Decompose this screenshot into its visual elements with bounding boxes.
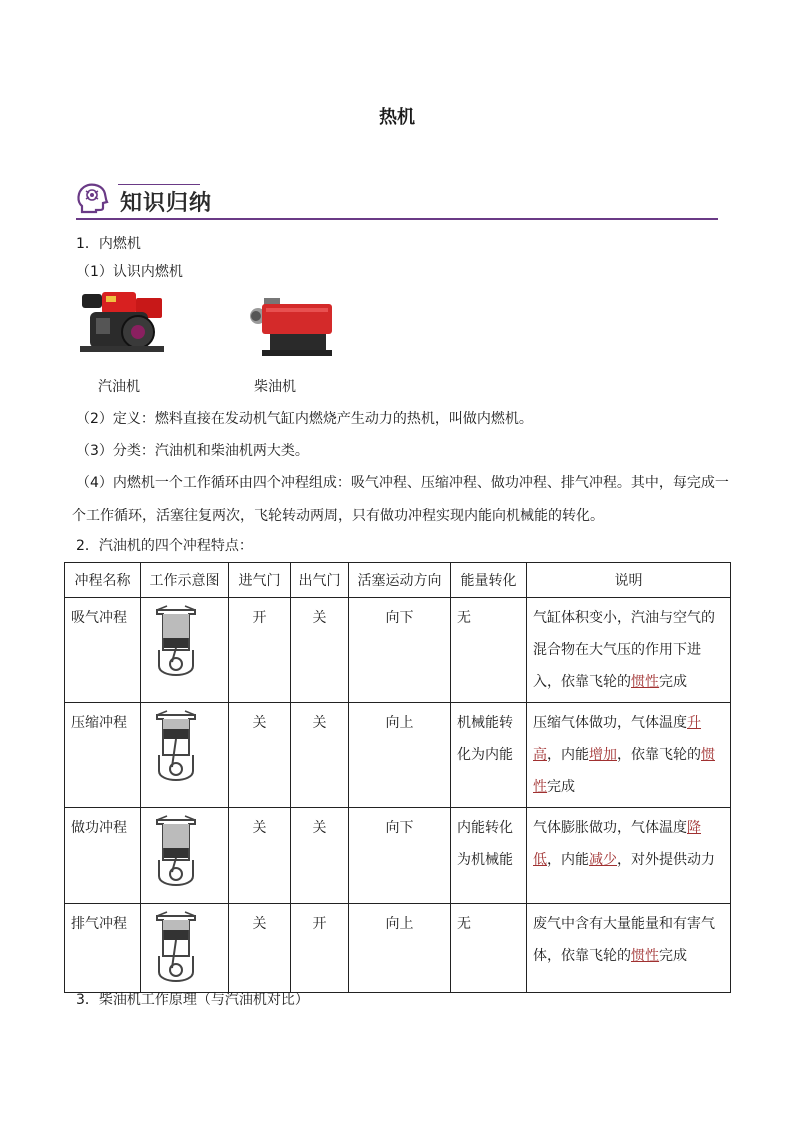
highlighted-term: 减少 <box>589 852 617 868</box>
piston-direction-cell: 向上 <box>349 703 451 808</box>
banner-top-rule <box>118 184 200 185</box>
energy-conversion-cell: 内能转化为机械能 <box>451 808 527 904</box>
diagram-cell <box>141 904 229 993</box>
piston-direction-cell: 向下 <box>349 598 451 703</box>
highlighted-term: 增加 <box>589 747 617 763</box>
description-text: 气体膨胀做功，气体温度 <box>533 820 687 836</box>
description-text: ，依靠飞轮的 <box>617 747 701 763</box>
description-text: 完成 <box>659 674 687 690</box>
exhaust-valve-cell: 开 <box>291 904 349 993</box>
table-header: 进气门 <box>229 563 291 598</box>
cylinder-diagram-icon <box>145 910 207 986</box>
table-row <box>65 904 731 993</box>
exhaust-valve-cell: 关 <box>291 703 349 808</box>
table-header: 冲程名称 <box>65 563 141 598</box>
gasoline-engine-caption: 汽油机 <box>98 379 140 395</box>
stroke-table <box>64 562 731 993</box>
intake-valve-cell: 开 <box>229 598 291 703</box>
highlighted-term: 惯性 <box>631 674 659 690</box>
stroke-name-cell: 吸气冲程 <box>65 598 141 703</box>
classification-text: （3）分类：汽油机和柴油机两大类。 <box>76 443 309 459</box>
table-header: 出气门 <box>291 563 349 598</box>
diesel-engine-icon <box>240 292 340 362</box>
table-row <box>65 808 731 904</box>
exhaust-valve-cell: 关 <box>291 808 349 904</box>
banner-divider <box>76 218 718 220</box>
intake-valve-cell: 关 <box>229 904 291 993</box>
cylinder-diagram-icon <box>145 604 207 680</box>
highlighted-term: 升高 <box>533 715 701 763</box>
section-2-heading: 2．汽油机的四个冲程特点： <box>76 538 253 554</box>
table-header: 能量转化 <box>451 563 527 598</box>
cylinder-diagram-icon <box>145 814 207 890</box>
definition-text: （2）定义：燃料直接在发动机气缸内燃烧产生动力的热机，叫做内燃机。 <box>76 411 533 427</box>
diagram-cell <box>141 703 229 808</box>
diesel-engine-caption: 柴油机 <box>254 379 296 395</box>
table-row <box>65 598 731 703</box>
intake-valve-cell: 关 <box>229 703 291 808</box>
exhaust-valve-cell: 关 <box>291 598 349 703</box>
description-text: 压缩气体做功，气体温度 <box>533 715 687 731</box>
table-row <box>65 703 731 808</box>
table-header: 工作示意图 <box>141 563 229 598</box>
description-cell <box>527 808 731 904</box>
section-1-sub1: （1）认识内燃机 <box>76 264 183 280</box>
energy-conversion-cell: 机械能转化为内能 <box>451 703 527 808</box>
table-header: 说明 <box>527 563 731 598</box>
piston-direction-cell: 向下 <box>349 808 451 904</box>
cylinder-diagram-icon <box>145 709 207 785</box>
diagram-cell <box>141 598 229 703</box>
description-text: ，对外提供动力 <box>617 852 715 868</box>
description-cell <box>527 904 731 993</box>
gasoline-engine-icon <box>76 288 168 360</box>
brain-head-icon <box>74 180 110 216</box>
stroke-name-cell: 做功冲程 <box>65 808 141 904</box>
table-header: 活塞运动方向 <box>349 563 451 598</box>
intake-valve-cell: 关 <box>229 808 291 904</box>
description-text: 完成 <box>659 948 687 964</box>
cycle-text-line-1: （4）内燃机一个工作循环由四个冲程组成：吸气冲程、压缩冲程、做功冲程、排气冲程。其中，每完成一 <box>76 475 729 491</box>
description-text: ，内能 <box>547 852 589 868</box>
description-text: ，内能 <box>547 747 589 763</box>
description-cell <box>527 703 731 808</box>
description-text: 废气中含有大量能量和有害气体，依靠飞轮的 <box>533 916 715 964</box>
description-text: 气缸体积变小，汽油与空气的混合物在大气压的作用下进入，依靠飞轮的 <box>533 610 715 690</box>
highlighted-term: 惯性 <box>631 948 659 964</box>
description-cell <box>527 598 731 703</box>
table-header-row <box>65 563 731 598</box>
diagram-cell <box>141 808 229 904</box>
cycle-text-line-2: 个工作循环，活塞往复两次，飞轮转动两周，只有做功冲程实现内能向机械能的转化。 <box>72 508 604 524</box>
highlighted-term: 惯性 <box>533 747 715 795</box>
energy-conversion-cell: 无 <box>451 598 527 703</box>
energy-conversion-cell: 无 <box>451 904 527 993</box>
highlighted-term: 降低 <box>533 820 701 868</box>
description-text: 完成 <box>547 779 575 795</box>
stroke-name-cell: 排气冲程 <box>65 904 141 993</box>
section-3-heading: 3．柴油机工作原理（与汽油机对比） <box>76 992 309 1008</box>
page-title: 热机 <box>379 107 415 128</box>
stroke-name-cell: 压缩冲程 <box>65 703 141 808</box>
section-banner-title: 知识归纳 <box>120 191 213 216</box>
section-1-heading: 1．内燃机 <box>76 236 141 252</box>
piston-direction-cell: 向上 <box>349 904 451 993</box>
